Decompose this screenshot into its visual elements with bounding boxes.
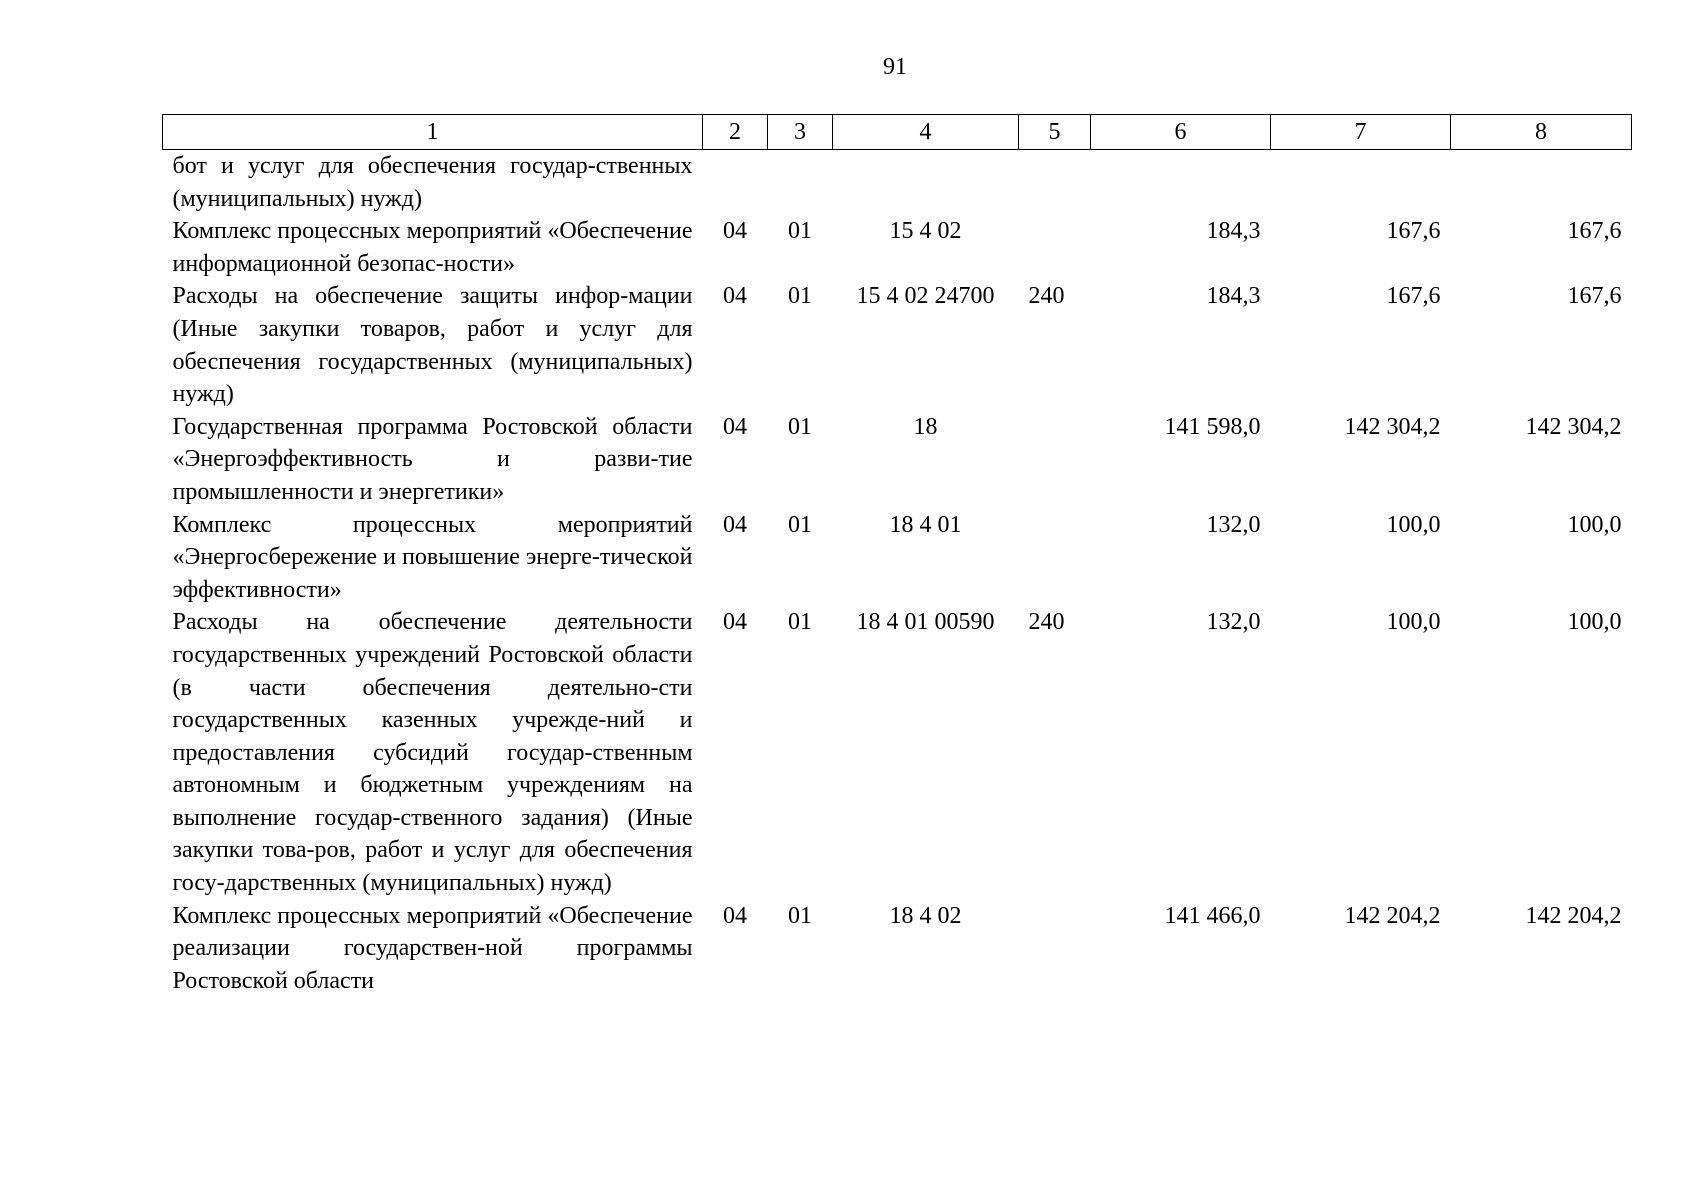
- table-row: [163, 411, 1632, 509]
- cell-section: 04: [723, 511, 747, 538]
- cell-section: 04: [723, 609, 747, 636]
- cell-subsection: [768, 150, 833, 216]
- cell-subsection: 01: [788, 218, 812, 245]
- row-name: Комплекс процессных мероприятий «Обеспечение информационной безопас-ности»: [172, 218, 693, 277]
- cell-target-code: [833, 150, 1019, 216]
- cell-section: 04: [723, 902, 747, 929]
- cell-expense-type: 240: [1028, 283, 1065, 310]
- cell-expense-type: 240: [1028, 609, 1065, 636]
- cell-amount-year-2: 100,0: [1386, 609, 1441, 636]
- cell-target-code: 18 4 02: [889, 902, 962, 929]
- cell-amount-year-1: 141 598,0: [1164, 413, 1261, 440]
- header-col-1: 1: [163, 115, 703, 150]
- cell-expense-type: [1019, 509, 1091, 607]
- cell-subsection: 01: [788, 511, 812, 538]
- cell-amount-year-2: 167,6: [1386, 283, 1441, 310]
- cell-amount-year-2: 167,6: [1386, 218, 1441, 245]
- header-col-4: 4: [833, 115, 1019, 150]
- row-name: бот и услуг для обеспечения государ-ственных (муниципальных) нужд): [172, 153, 693, 212]
- table-row: [163, 509, 1632, 607]
- cell-amount-year-3: 167,6: [1567, 218, 1622, 245]
- cell-section: 04: [723, 218, 747, 245]
- table-row: [163, 280, 1632, 410]
- table-row: [163, 215, 1632, 280]
- cell-section: [703, 150, 768, 216]
- cell-expense-type: [1019, 411, 1091, 509]
- cell-expense-type: [1019, 150, 1091, 216]
- header-col-7: 7: [1271, 115, 1451, 150]
- header-col-3: 3: [768, 115, 833, 150]
- header-col-5: 5: [1019, 115, 1091, 150]
- table-row: [163, 900, 1632, 998]
- cell-subsection: 01: [788, 902, 812, 929]
- cell-amount-year-3: 100,0: [1567, 511, 1622, 538]
- cell-subsection: 01: [788, 413, 812, 440]
- budget-table: [162, 114, 1632, 997]
- cell-amount-year-2: 100,0: [1386, 511, 1441, 538]
- row-name: Комплекс процессных мероприятий «Обеспечение реализации государствен-ной программы Ростовской области: [172, 902, 693, 994]
- cell-amount-year-2: 142 304,2: [1344, 413, 1441, 440]
- table-header: [163, 115, 1632, 150]
- cell-amount-year-1: 184,3: [1206, 218, 1261, 245]
- row-name: Расходы на обеспечение деятельности государственных учреждений Ростовской области (в части обеспечения деятельно-сти государственных казенных учрежде-ний и предоставления субсидий государ-ственным автономным и бюджетным учреждениям на выполнение государ-ственного задания) (Иные закупки това-ров, работ и услуг для обеспечения госу-дарственных (муниципальных) нужд): [172, 609, 693, 897]
- cell-amount-year-1: 132,0: [1206, 511, 1261, 538]
- cell-amount-year-1: 141 466,0: [1164, 902, 1261, 929]
- cell-subsection: 01: [788, 283, 812, 310]
- table-row: [163, 606, 1632, 899]
- cell-expense-type: [1019, 215, 1091, 280]
- header-row: [163, 115, 1632, 150]
- cell-amount-year-2: 142 204,2: [1344, 902, 1441, 929]
- cell-expense-type: [1019, 900, 1091, 998]
- cell-amount-year-1: [1091, 150, 1271, 216]
- cell-section: 04: [723, 413, 747, 440]
- cell-target-code: 15 4 02: [889, 218, 962, 245]
- row-name: Государственная программа Ростовской области «Энергоэффективность и разви-тие промышленности и энергетики»: [172, 413, 693, 505]
- cell-amount-year-3: 100,0: [1567, 609, 1622, 636]
- cell-section: 04: [723, 283, 747, 310]
- cell-target-code: 18 4 01: [889, 511, 962, 538]
- cell-target-code: 18: [913, 413, 938, 440]
- row-name: Расходы на обеспечение защиты инфор-мации (Иные закупки товаров, работ и услуг для обеспечения государственных (муниципальных) нужд): [172, 283, 693, 408]
- header-col-2: 2: [703, 115, 768, 150]
- cell-amount-year-1: 184,3: [1206, 283, 1261, 310]
- cell-target-code: 18 4 01 00590: [856, 609, 995, 636]
- cell-amount-year-1: 132,0: [1206, 609, 1261, 636]
- page-number: 91: [883, 54, 907, 80]
- cell-amount-year-3: 142 204,2: [1525, 902, 1622, 929]
- table-row: [163, 150, 1632, 216]
- header-col-6: 6: [1091, 115, 1271, 150]
- row-name: Комплекс процессных мероприятий «Энергосбережение и повышение энерге-тической эффективности»: [172, 511, 693, 603]
- cell-amount-year-3: [1451, 150, 1632, 216]
- header-col-8: 8: [1451, 115, 1632, 150]
- cell-amount-year-2: [1271, 150, 1451, 216]
- cell-amount-year-3: 142 304,2: [1525, 413, 1622, 440]
- cell-target-code: 15 4 02 24700: [856, 283, 995, 310]
- table-body: [163, 150, 1632, 998]
- cell-amount-year-3: 167,6: [1567, 283, 1622, 310]
- cell-subsection: 01: [788, 609, 812, 636]
